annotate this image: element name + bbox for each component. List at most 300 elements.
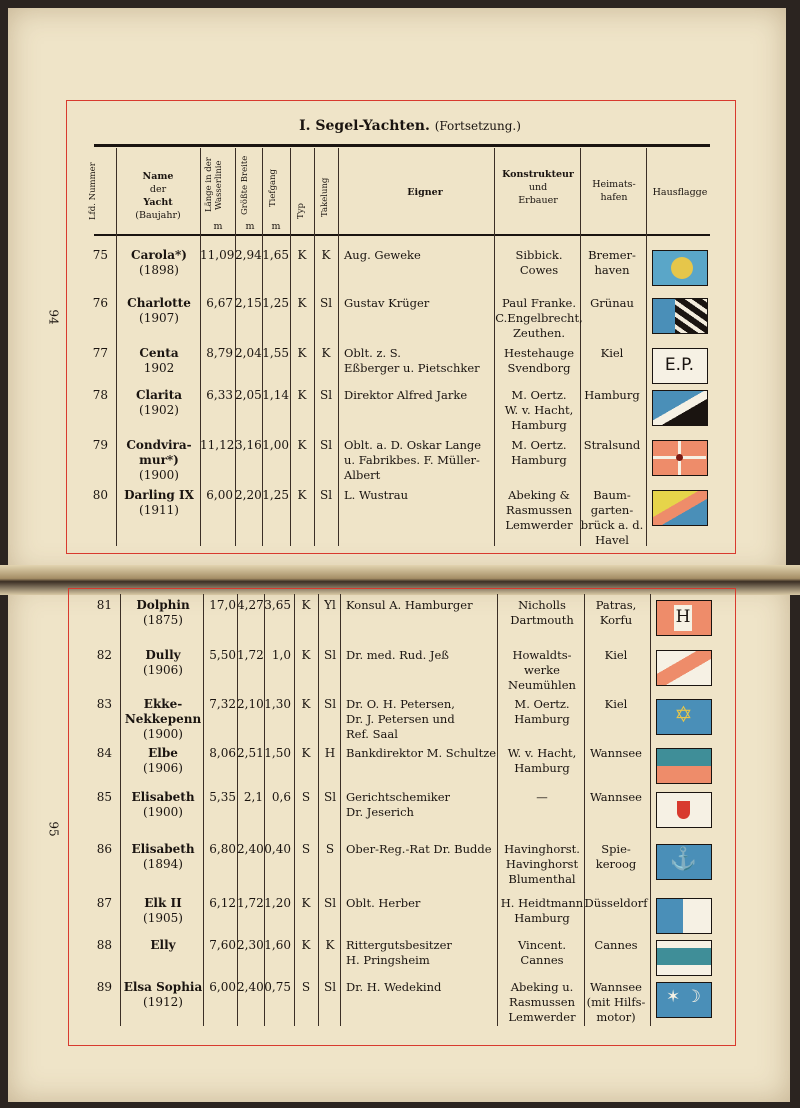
owner-line: Dr. med. Rud. Jeß	[346, 648, 449, 662]
header-eigner: Eigner	[407, 187, 443, 198]
yacht-name-text: Darling IX	[124, 488, 194, 502]
owner-line: Direktor Alfred Jarke	[344, 388, 468, 402]
yacht-name-text-2: Nekkepenn	[124, 712, 202, 726]
builder-line: Paul Franke.	[502, 296, 576, 310]
owner-line: Dr. Jeserich	[346, 805, 414, 819]
builder-line: —	[536, 790, 548, 804]
yacht-name-text: Elsa Sophia	[123, 980, 203, 994]
yacht-name-text: Dully	[145, 648, 181, 662]
house-flag	[656, 748, 712, 784]
length: 6,33	[206, 388, 233, 402]
owner-line: Gustav Krüger	[344, 296, 430, 310]
rigging: Sl	[323, 697, 337, 711]
port-line: Baum-	[593, 488, 631, 502]
yacht-name-text: Elbe	[148, 746, 178, 760]
breadth: 2,40	[237, 842, 264, 856]
house-flag	[656, 844, 712, 880]
owner-line: Dr. H. Wedekind	[346, 980, 442, 994]
yacht-year: (1905)	[143, 911, 183, 925]
header-heimatshafen	[582, 178, 646, 204]
owner-line: Dr. J. Petersen und	[346, 712, 455, 726]
house-flag	[656, 940, 712, 976]
house-flag	[656, 650, 712, 686]
home-port	[584, 648, 648, 663]
breadth: 2,20	[235, 488, 262, 502]
house-flag	[652, 440, 708, 476]
builder-line: Hamburg	[511, 418, 567, 432]
yacht-name	[120, 648, 206, 678]
row-number: 76	[92, 296, 108, 310]
type: S	[301, 980, 311, 994]
yacht-year: 1902	[143, 361, 175, 375]
table-row	[0, 438, 800, 482]
builder	[497, 790, 587, 805]
rigging: Sl	[323, 790, 337, 804]
type: K	[297, 438, 307, 452]
breadth: 2,10	[237, 697, 264, 711]
breadth: 2,30	[237, 938, 264, 952]
length: 17,0	[209, 598, 236, 612]
type: K	[301, 697, 311, 711]
yacht-year: (1906)	[143, 761, 183, 775]
yacht-name	[116, 346, 202, 376]
type: K	[297, 488, 307, 502]
port-line: Kiel	[604, 697, 628, 711]
owner	[346, 842, 506, 857]
header-konstrukteur-l2: und	[528, 182, 548, 193]
type: K	[297, 346, 307, 360]
table-row	[0, 980, 800, 1024]
type: S	[301, 790, 311, 804]
row-number: 79	[92, 438, 108, 452]
builder-line: Hamburg	[514, 712, 570, 726]
owner	[344, 248, 504, 263]
builder-line: Lemwerder	[508, 1010, 576, 1024]
flag-part	[653, 299, 675, 333]
yacht-name	[120, 746, 206, 776]
yacht-year: (1900)	[139, 468, 179, 482]
header-laenge: Länge in der Wasserlinie	[204, 157, 224, 213]
draft: 0,6	[271, 790, 291, 804]
owner-line: Rittergutsbesitzer	[346, 938, 452, 952]
row-number: 78	[92, 388, 108, 402]
builder-line: Cannes	[520, 953, 564, 967]
yacht-year: (1900)	[143, 805, 183, 819]
builder-line: Vincent.	[517, 938, 567, 952]
port-line: Bremer-	[588, 248, 636, 262]
header-rule-top	[94, 144, 710, 147]
length: 11,09	[200, 248, 235, 262]
rigging: K	[321, 248, 331, 262]
type: K	[301, 938, 311, 952]
port-line: Hamburg	[584, 388, 640, 402]
house-flag	[656, 600, 712, 636]
home-port	[584, 598, 648, 628]
header-name-l3: Yacht	[143, 197, 173, 208]
builder	[494, 296, 584, 341]
flag-anchor-icon: ⚓	[669, 847, 698, 872]
builder	[497, 598, 587, 628]
owner	[346, 980, 506, 995]
header-name-l1: Name	[142, 171, 174, 182]
row-number: 88	[96, 938, 112, 952]
draft: 1,55	[262, 346, 289, 360]
builder	[497, 746, 587, 776]
builder	[497, 938, 587, 968]
port-line: motor)	[596, 1010, 636, 1024]
builder-line: Neumühlen	[508, 678, 576, 692]
header-konstrukteur-l1: Konstrukteur	[502, 169, 574, 180]
header-konstrukteur	[496, 168, 580, 207]
yacht-name-text: Clarita	[135, 388, 183, 402]
house-flag	[656, 699, 712, 735]
yacht-name-text: Elly	[150, 938, 176, 952]
flag-star-moon-icon: ✶ ☽	[666, 987, 701, 1007]
builder	[494, 388, 584, 433]
rigging: S	[325, 842, 335, 856]
table-row	[0, 648, 800, 692]
length: 6,00	[209, 980, 236, 994]
home-port	[584, 697, 648, 712]
home-port	[584, 896, 648, 911]
port-line: Wannsee	[589, 980, 642, 994]
table-row	[0, 488, 800, 547]
builder	[497, 697, 587, 727]
builder-line: Lemwerder	[505, 518, 573, 532]
owner-line: Ober-Reg.-Rat Dr. Budde	[346, 842, 492, 856]
port-line: Korfu	[599, 613, 633, 627]
draft: 1,30	[264, 697, 291, 711]
home-port	[584, 938, 648, 953]
house-flag	[656, 982, 712, 1018]
rigging: Sl	[319, 438, 333, 452]
builder-line: Hamburg	[511, 453, 567, 467]
header-tiefgang: Tiefgang	[268, 169, 278, 207]
rigging: Yl	[324, 598, 336, 612]
yacht-name	[120, 938, 206, 953]
owner	[344, 296, 504, 311]
port-line: brück a. d.	[580, 518, 644, 532]
home-port	[584, 790, 648, 805]
home-port	[580, 438, 644, 453]
rigging: Sl	[319, 488, 333, 502]
yacht-name-text: Elisabeth	[131, 842, 195, 856]
port-line: Düsseldorf	[584, 896, 648, 910]
length: 6,67	[206, 296, 233, 310]
builder-line: Blumenthal	[508, 872, 576, 886]
draft: 0,75	[264, 980, 291, 994]
port-line: haven	[594, 263, 630, 277]
row-number: 86	[96, 842, 112, 856]
page-number-top: 94	[46, 309, 61, 325]
yacht-name-text: Carola*)	[131, 248, 187, 262]
builder-line: H. Heidtmann	[500, 896, 584, 910]
rigging: Sl	[323, 896, 337, 910]
length: 7,32	[209, 697, 236, 711]
builder-line: C.Engelbrecht,	[495, 311, 583, 325]
flag-star-icon: ✡	[674, 703, 693, 728]
house-flag	[652, 348, 708, 384]
draft: 1,20	[264, 896, 291, 910]
owner	[346, 938, 506, 968]
owner	[346, 648, 506, 663]
row-number: 83	[96, 697, 112, 711]
yacht-name	[120, 896, 206, 926]
builder-line: Zeuthen.	[512, 326, 566, 340]
table-title	[200, 118, 620, 134]
flag-part	[683, 916, 710, 933]
builder-line: Dartmouth	[510, 613, 574, 627]
breadth: 1,72	[237, 648, 264, 662]
row-number: 89	[96, 980, 112, 994]
header-typ: Typ	[296, 203, 306, 219]
type: K	[301, 896, 311, 910]
owner-line: Eßberger u. Pietschker	[344, 361, 480, 375]
breadth: 2,94	[235, 248, 262, 262]
yacht-name	[120, 842, 206, 872]
row-number: 87	[96, 896, 112, 910]
yacht-name-text: Ekke-	[143, 697, 183, 711]
yacht-name-text: Elisabeth	[131, 790, 195, 804]
port-line: garten-	[590, 503, 634, 517]
house-flag	[652, 298, 708, 334]
header-unit-l: m	[213, 221, 223, 232]
header-takelung: Takelung	[320, 177, 330, 217]
draft: 1,00	[262, 438, 289, 452]
draft: 0,40	[264, 842, 291, 856]
home-port	[584, 842, 648, 872]
header-breite: Größte Breite	[240, 155, 250, 215]
title-text: I. Segel-Yachten.	[299, 118, 430, 134]
yacht-year: (1907)	[139, 311, 179, 325]
yacht-name	[120, 980, 206, 1010]
yacht-name	[116, 388, 202, 418]
breadth: 2,40	[237, 980, 264, 994]
row-number: 75	[92, 248, 108, 262]
yacht-name-text: Elk II	[144, 896, 182, 910]
header-unit-t: m	[271, 221, 281, 232]
builder-line: Hamburg	[514, 911, 570, 925]
port-line: Patras,	[595, 598, 637, 612]
house-flag	[656, 792, 712, 828]
length: 11,12	[200, 438, 235, 452]
page-number-bottom: 95	[46, 821, 61, 837]
owner-line: u. Fabrikbes. F. Müller-	[344, 453, 480, 467]
house-flag	[656, 898, 712, 934]
header-name-l2: der	[149, 184, 167, 195]
builder-line: Rasmussen	[505, 503, 572, 517]
type: K	[297, 248, 307, 262]
yacht-year: (1894)	[143, 857, 183, 871]
row-number: 84	[96, 746, 112, 760]
owner-line: Konsul A. Hamburger	[346, 598, 473, 612]
yacht-name	[116, 296, 202, 326]
rigging: Sl	[323, 648, 337, 662]
row-number: 77	[92, 346, 108, 360]
length: 7,60	[209, 938, 236, 952]
table-row	[0, 296, 800, 340]
owner	[346, 896, 506, 911]
table-row	[0, 896, 800, 940]
type: S	[301, 842, 311, 856]
port-line: Wannsee	[589, 746, 642, 760]
builder-line: W. v. Hacht,	[504, 403, 574, 417]
owner	[344, 388, 504, 403]
table-row	[0, 346, 800, 390]
owner	[346, 697, 506, 742]
builder-line: Svendborg	[507, 361, 571, 375]
owner	[346, 598, 506, 613]
builder-line: Rasmussen	[508, 995, 575, 1009]
draft: 1,25	[262, 296, 289, 310]
table-row	[0, 388, 800, 432]
yacht-name	[120, 697, 206, 742]
type: K	[301, 648, 311, 662]
breadth: 4,27	[237, 598, 264, 612]
yacht-year: (1875)	[143, 613, 183, 627]
owner	[346, 790, 506, 820]
owner	[344, 488, 504, 503]
table-row	[0, 598, 800, 642]
house-flag	[652, 250, 708, 286]
breadth: 2,15	[235, 296, 262, 310]
type: K	[301, 598, 311, 612]
length: 6,00	[206, 488, 233, 502]
table-row	[0, 697, 800, 741]
breadth: 3,16	[235, 438, 262, 452]
rigging: K	[321, 346, 331, 360]
port-line: (mit Hilfs-	[586, 995, 646, 1009]
builder-line: M. Oertz.	[514, 697, 570, 711]
yacht-name	[116, 248, 202, 278]
port-line: Stralsund	[583, 438, 641, 452]
type: K	[297, 296, 307, 310]
row-number: 80	[92, 488, 108, 502]
type: K	[301, 746, 311, 760]
rigging: Sl	[323, 980, 337, 994]
yacht-name	[120, 790, 206, 820]
type: K	[297, 388, 307, 402]
owner-line: Dr. O. H. Petersen,	[346, 697, 455, 711]
breadth: 2,51	[237, 746, 264, 760]
rigging: H	[324, 746, 336, 760]
row-number: 85	[96, 790, 112, 804]
port-line: Kiel	[604, 648, 628, 662]
yacht-name	[116, 488, 202, 518]
home-port	[580, 296, 644, 311]
owner-line: Oblt. Herber	[346, 896, 421, 910]
builder	[494, 438, 584, 468]
home-port	[580, 346, 644, 361]
header-hausflagge: Hausflagge	[652, 187, 708, 198]
yacht-name-text: Charlotte	[127, 296, 191, 310]
builder-line: werke	[524, 663, 560, 677]
title-note: (Fortsetzung.)	[434, 119, 521, 133]
draft: 1,65	[262, 248, 289, 262]
draft: 1,50	[264, 746, 291, 760]
home-port	[584, 980, 648, 1025]
builder-line: M. Oertz.	[511, 388, 567, 402]
breadth: 1,72	[237, 896, 264, 910]
header-unit-b: m	[245, 221, 255, 232]
rigging: Sl	[319, 388, 333, 402]
flag-part	[677, 801, 690, 819]
header-name	[118, 170, 198, 222]
yacht-year: (1898)	[139, 263, 179, 277]
owner-line: Bankdirektor M. Schultze	[346, 746, 497, 760]
port-line: Spie-	[601, 842, 631, 856]
row-number: 82	[96, 648, 112, 662]
yacht-year: (1912)	[143, 995, 183, 1009]
builder-line: Abeking &	[508, 488, 570, 502]
breadth: 2,05	[235, 388, 262, 402]
yacht-name-text: Centa	[139, 346, 179, 360]
builder-line: M. Oertz.	[511, 438, 567, 452]
builder	[497, 980, 587, 1025]
home-port	[580, 388, 644, 403]
home-port	[584, 746, 648, 761]
owner-line: Aug. Geweke	[344, 248, 421, 262]
builder-line: Hamburg	[514, 761, 570, 775]
breadth: 2,1	[243, 790, 263, 804]
yacht-year: (1911)	[139, 503, 179, 517]
header-rule-bottom	[94, 234, 710, 236]
builder	[494, 248, 584, 278]
home-port	[580, 248, 644, 278]
builder	[497, 896, 587, 926]
port-line: Cannes	[594, 938, 638, 952]
builder-line: Howaldts-	[512, 648, 572, 662]
owner	[346, 746, 506, 761]
builder	[497, 842, 587, 887]
port-line: Havel	[595, 533, 629, 547]
length: 6,80	[209, 842, 236, 856]
table-row	[0, 842, 800, 886]
flag-h-text: H	[675, 607, 691, 627]
yacht-year: (1900)	[143, 727, 183, 741]
port-line: keroog	[595, 857, 637, 871]
header-nr: Lfd. Nummer	[88, 162, 98, 220]
owner-line: L. Wustrau	[344, 488, 408, 502]
header-konstrukteur-l3: Erbauer	[518, 195, 558, 206]
yacht-year: (1902)	[139, 403, 179, 417]
builder-line: Nicholls	[518, 598, 566, 612]
owner-line: Ref. Saal	[346, 727, 398, 741]
owner	[344, 346, 504, 376]
flag-ep-text: E.P.	[664, 355, 695, 375]
rigging: Sl	[319, 296, 333, 310]
length: 5,50	[209, 648, 236, 662]
row-number: 81	[96, 598, 112, 612]
builder	[494, 488, 584, 533]
builder	[497, 648, 587, 693]
owner-line: Gerichtschemiker	[346, 790, 451, 804]
yacht-name-text: Dolphin	[136, 598, 190, 612]
home-port	[580, 488, 644, 548]
header-heimatshafen-l1: Heimats-	[592, 179, 636, 190]
table-row	[0, 248, 800, 292]
builder-line: Havinghorst	[505, 857, 579, 871]
table-row	[0, 938, 800, 982]
builder	[494, 346, 584, 376]
rigging: K	[325, 938, 335, 952]
yacht-name-text: Condvira-	[126, 438, 192, 452]
length: 8,06	[209, 746, 236, 760]
draft: 1,14	[262, 388, 289, 402]
draft: 1,60	[264, 938, 291, 952]
builder-line: Sibbick.	[515, 248, 563, 262]
table-row	[0, 746, 800, 790]
